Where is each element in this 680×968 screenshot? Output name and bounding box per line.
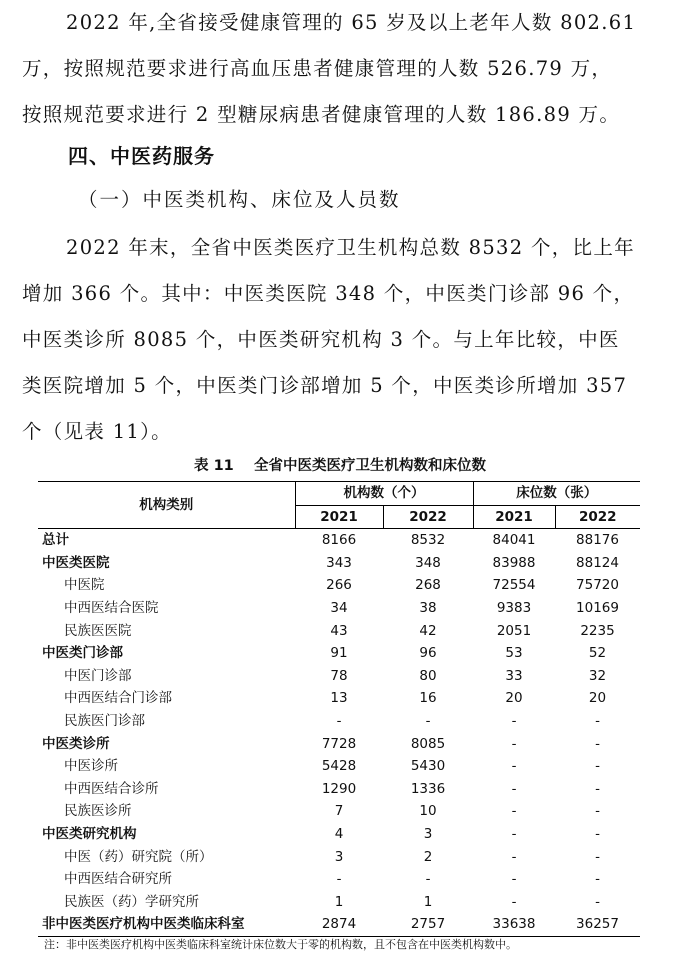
cell-value: - (511, 825, 517, 842)
cell-value: - (595, 780, 600, 797)
cell-value: 84041 (492, 532, 536, 549)
header-year: 2022 (383, 505, 473, 529)
cell-value: 2 (423, 848, 433, 865)
cell-value: - (595, 735, 600, 752)
paragraph-elderly-health-management (22, 0, 662, 138)
row-label: 中医类研究机构 (42, 825, 137, 842)
cell-value: 38 (419, 599, 437, 616)
cell-value: 88176 (576, 532, 619, 549)
table-title: 全省中医类医疗卫生机构数和床位数 (253, 458, 486, 474)
cell-value: 20 (505, 690, 523, 707)
cell-value: - (595, 893, 600, 910)
header-category: 机构类别 (38, 482, 295, 529)
cell-value: 8085 (410, 735, 446, 752)
tcm-institutions-table (38, 481, 640, 937)
cell-value: 10 (419, 803, 437, 820)
paragraph-line: 2022 年末，全省中医类医疗卫生机构总数 8532 个，比上年 (66, 236, 635, 259)
table-note: 注：非中医类医疗机构中医类临床科室统计床位数大于零的机构数，且不包含在中医类机构数中。 (44, 938, 517, 951)
row-label: 中西医结合医院 (64, 599, 159, 616)
table-row (38, 733, 640, 756)
cell-value: 343 (326, 554, 352, 571)
cell-value: 348 (415, 554, 441, 571)
section-heading: 四、中医药服务 (68, 144, 215, 168)
table-number: 表 11 (194, 458, 234, 474)
cell-value: 16 (419, 690, 437, 707)
header-year: 2021 (473, 505, 555, 529)
paragraph-line: 类医院增加 5 个，中医类门诊部增加 5 个，中医类诊所增加 357 (22, 374, 628, 397)
table-row (38, 642, 640, 665)
row-label: 中医诊所 (64, 758, 118, 775)
paragraph-line: 中医类诊所 8085 个，中医类研究机构 3 个。与上年比较，中医 (22, 328, 620, 351)
row-label: 民族医（药）学研究所 (64, 893, 199, 910)
cell-value: 2235 (580, 622, 615, 639)
cell-value: 1 (334, 893, 344, 910)
table-row (38, 552, 640, 575)
cell-value: - (511, 871, 517, 888)
row-label: 中医类诊所 (42, 735, 110, 752)
cell-value: - (511, 893, 517, 910)
row-label: 中西医结合诊所 (64, 780, 159, 797)
cell-value: 2874 (295, 913, 383, 936)
header-year: 2022 (555, 505, 640, 529)
table-row (38, 687, 640, 710)
table-row (38, 755, 640, 778)
cell-value: 32 (588, 667, 607, 684)
cell-value: 36257 (555, 913, 640, 936)
row-label: 中医类门诊部 (42, 645, 123, 662)
cell-value: 96 (419, 645, 437, 662)
row-label: 中医（药）研究院（所） (64, 848, 213, 865)
cell-value: - (336, 871, 342, 888)
table-caption (0, 455, 680, 477)
row-label: 总计 (42, 532, 69, 549)
paragraph-line: 个（见表 11）。 (22, 420, 172, 443)
cell-value: - (511, 758, 517, 775)
cell-value: 266 (326, 577, 352, 594)
paragraph-line: 万，按照规范要求进行高血压患者健康管理的人数 526.79 万， (22, 57, 613, 80)
cell-value: 8166 (321, 532, 357, 549)
header-beds: 床位数（张） (473, 482, 640, 506)
cell-value: 33 (505, 667, 523, 684)
cell-value: 3 (334, 848, 344, 865)
cell-value: 5430 (410, 758, 446, 775)
cell-value: 2757 (383, 913, 473, 936)
cell-value: 7 (334, 803, 344, 820)
row-label: 民族医门诊部 (64, 712, 145, 729)
cell-value: 33638 (473, 913, 555, 936)
row-label: 中西医结合门诊部 (64, 690, 172, 707)
cell-value: 53 (505, 645, 523, 662)
cell-value: - (511, 803, 517, 820)
table-row (38, 778, 640, 801)
cell-value: - (511, 712, 517, 729)
row-label: 民族医医院 (64, 622, 132, 639)
cell-value: 88124 (576, 554, 619, 571)
cell-value: - (595, 871, 600, 888)
cell-value: - (336, 712, 342, 729)
cell-value: 78 (330, 667, 348, 684)
cell-value: 5428 (321, 758, 357, 775)
cell-value: 20 (588, 690, 607, 707)
cell-value: - (595, 758, 600, 775)
cell-value: - (511, 848, 517, 865)
cell-value: - (595, 712, 600, 729)
cell-value: 9383 (496, 599, 532, 616)
cell-value: 42 (419, 622, 437, 639)
row-label: 中西医结合研究所 (64, 871, 172, 888)
cell-value: 1336 (410, 780, 446, 797)
cell-value: - (511, 735, 517, 752)
cell-value: - (595, 825, 600, 842)
cell-value: 13 (330, 690, 348, 707)
cell-value: 2051 (496, 622, 532, 639)
cell-value: 7728 (321, 735, 357, 752)
table-row (38, 597, 640, 620)
cell-value: 34 (330, 599, 348, 616)
cell-value: 1 (423, 893, 433, 910)
row-label: 民族医诊所 (64, 803, 132, 820)
table-row (38, 710, 640, 733)
cell-value: 52 (588, 645, 607, 662)
cell-value: 10169 (576, 599, 619, 616)
subsection-heading: （一）中医类机构、床位及人员数 (78, 188, 401, 211)
paragraph-tcm-institutions (22, 225, 662, 455)
table-row (38, 913, 640, 936)
paragraph-line: 2022 年,全省接受健康管理的 65 岁及以上老年人数 802.61 (66, 11, 637, 34)
cell-value: - (425, 871, 431, 888)
table-row (38, 574, 640, 597)
cell-value: - (595, 848, 600, 865)
cell-value: 43 (330, 622, 348, 639)
cell-value: 8532 (410, 532, 446, 549)
paragraph-line: 增加 366 个。其中：中医类医院 348 个，中医类门诊部 96 个， (22, 282, 635, 305)
cell-value: 91 (330, 645, 348, 662)
table-row (38, 620, 640, 643)
header-year: 2021 (295, 505, 383, 529)
table-row (38, 823, 640, 846)
cell-value: 83988 (492, 554, 536, 571)
row-label: 非中医类医疗机构中医类临床科室 (38, 913, 295, 936)
table-row (38, 846, 640, 869)
cell-value: 80 (419, 667, 437, 684)
cell-value: 1290 (321, 780, 357, 797)
cell-value: 75720 (576, 577, 619, 594)
row-label: 中医门诊部 (64, 667, 132, 684)
table-row (38, 891, 640, 914)
table-row (38, 529, 640, 552)
table-row (38, 665, 640, 688)
header-institutions: 机构数（个） (295, 482, 473, 506)
cell-value: 72554 (492, 577, 536, 594)
row-label: 中医院 (64, 577, 105, 594)
cell-value: 3 (423, 825, 433, 842)
cell-value: 268 (415, 577, 441, 594)
table-row (38, 800, 640, 823)
table-row (38, 868, 640, 891)
cell-value: - (595, 803, 600, 820)
paragraph-line: 按照规范要求进行 2 型糖尿病患者健康管理的人数 186.89 万。 (22, 103, 621, 126)
cell-value: 4 (334, 825, 344, 842)
cell-value: - (511, 780, 517, 797)
row-label: 中医类医院 (42, 554, 110, 571)
cell-value: - (425, 712, 431, 729)
